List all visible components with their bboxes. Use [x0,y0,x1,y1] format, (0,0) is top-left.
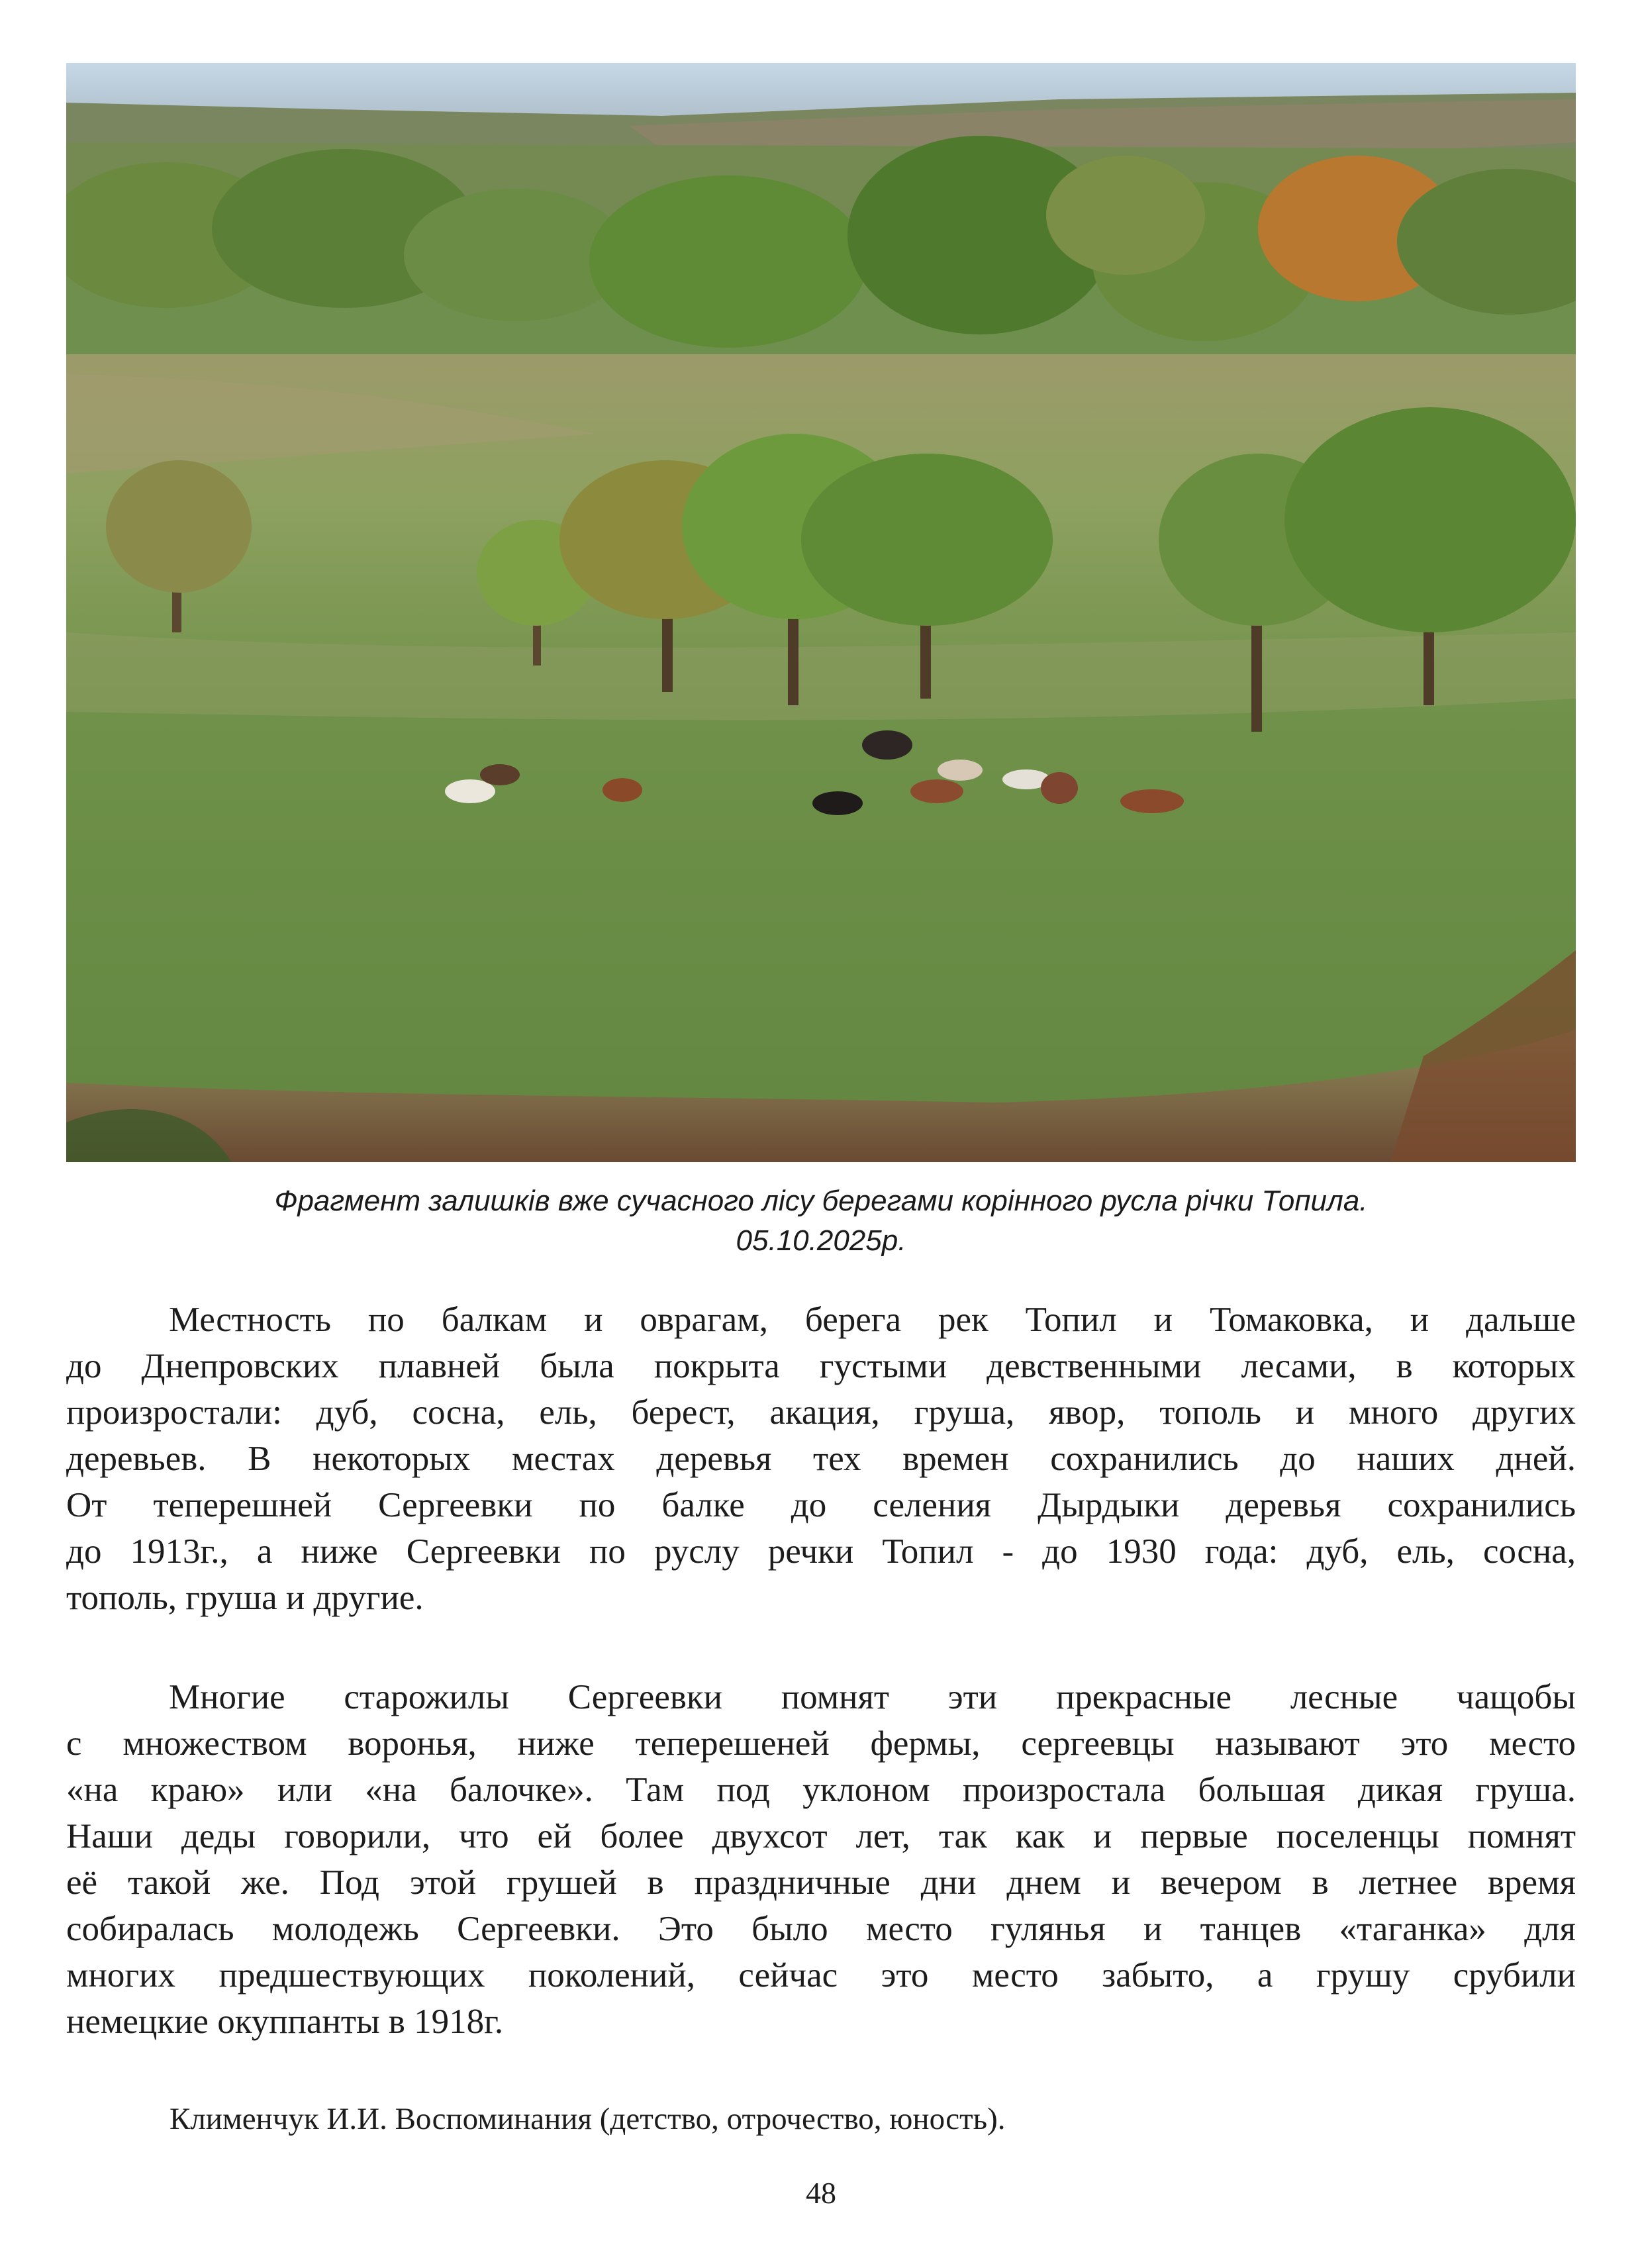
text-line: произростали: дуб, сосна, ель, берест, акация, груша, явор, тополь и много других [66,1393,1576,1432]
landscape-photo [66,63,1576,1162]
page-number: 48 [806,2176,836,2210]
text-line: От теперешней Сергеевки по балке до селения Дырдыки деревья сохранились [66,1486,1576,1524]
text-line: немецкие окуппанты в 1918г. [66,2002,504,2041]
text-line: до Днепровских плавней была покрыта густыми девственными лесами, в которых [66,1347,1576,1385]
text-line: Наши деды говорили, что ей более двухсот лет, так как и первые поселенцы помнят [66,1817,1576,1855]
photo-caption: Фрагмент залишків вже сучасного лісу берегами корінного русла річки Топила. [274,1185,1368,1217]
paragraph-old-pear [66,1674,1576,2045]
text-line: деревьев. В некоторых местах деревья тех времен сохранились до наших дней. [66,1440,1576,1478]
paragraph-forests [66,1297,1576,1621]
text-line: «на краю» или «на балочке». Там под уклоном произростала большая дикая груша. [66,1771,1576,1809]
photo-illustration [66,63,1576,1162]
text-line: собиралась молодежь Сергеевки. Это было место гулянья и танцев «таганка» для [66,1910,1576,1948]
text-line: с множеством воронья, ниже теперешеней фермы, сергеевцы называют это место [66,1724,1576,1763]
text-line: до 1913г., а ниже Сергеевки по руслу речки Топил - до 1930 года: дуб, ель, сосна, [66,1532,1576,1571]
source-reference: Клименчук И.И. Воспоминания (детство, отрочество, юность). [169,2102,1006,2136]
text-line: многих предшествующих поколений, сейчас это место забыто, а грушу срубили [66,1956,1576,1995]
text-line: тополь, груша и другие. [66,1579,424,1617]
text-line: её такой же. Под этой грушей в праздничные дни днем и вечером в летнее время [66,1863,1576,1902]
text-line: Многие старожилы Сергеевки помнят эти прекрасные лесные чащобы [169,1678,1576,1716]
photo-caption-date: 05.10.2025р. [736,1224,906,1257]
text-line: Местность по балкам и оврагам, берега рек Топил и Томаковка, и дальше [169,1301,1576,1339]
